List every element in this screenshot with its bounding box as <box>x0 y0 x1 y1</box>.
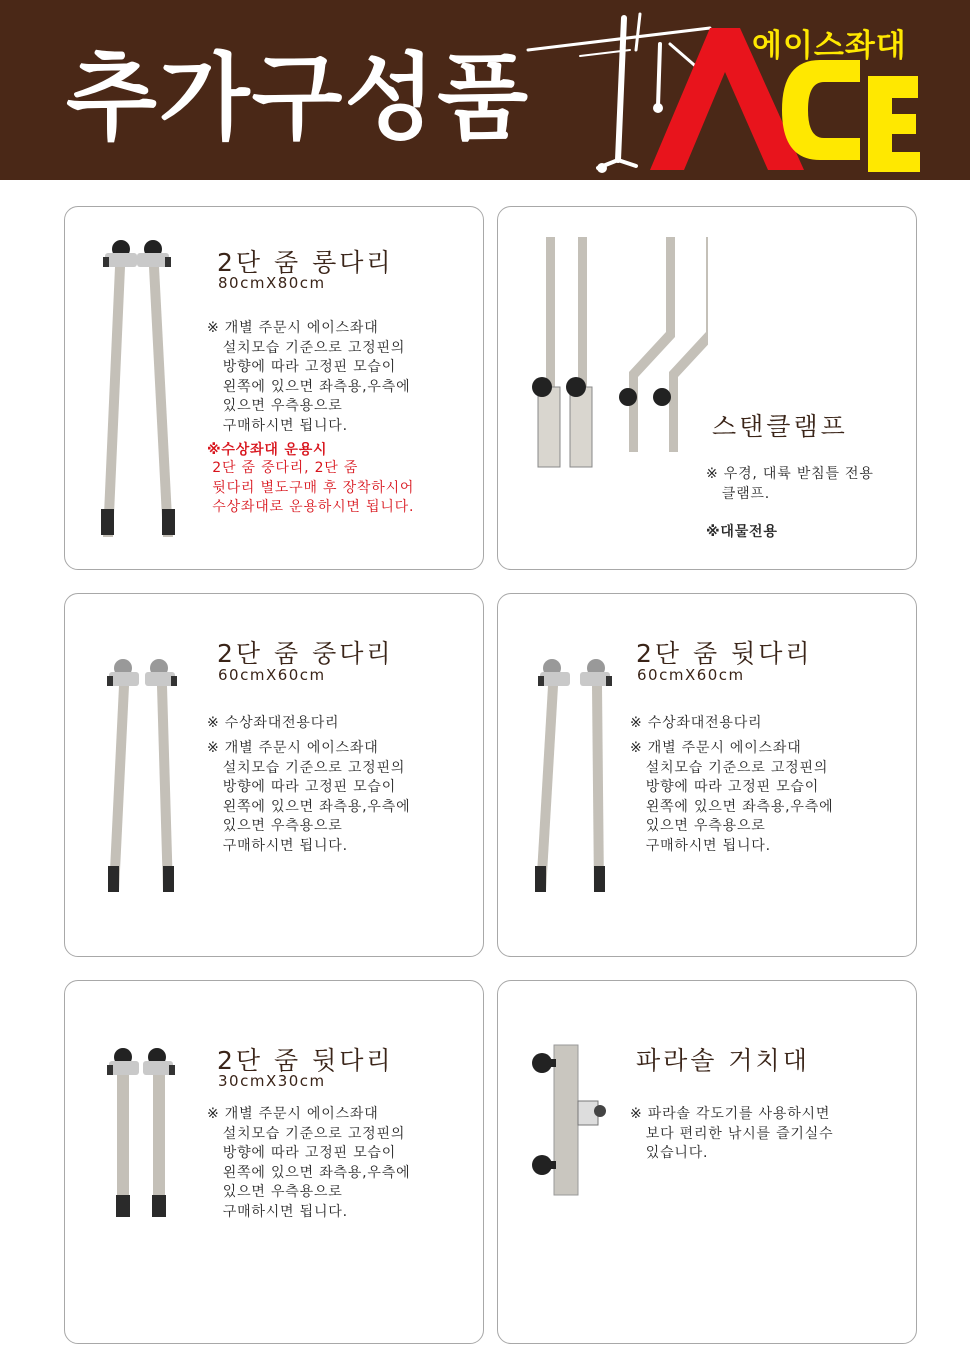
card-title: 2단 줌 중다리 <box>217 639 394 668</box>
middle-leg-image <box>101 656 191 896</box>
card-note: ※ 개별 주문시 에이스좌대 설치모습 기준으로 고정핀의 방향에 따라 고정핀 모습이 왼쪽에 있으면 좌측용,우측에 있으면 우측용으로 구매하시면 됩니다. <box>207 320 411 434</box>
card-size: 80cmX80cm <box>218 274 326 292</box>
card-size: 60cmX60cm <box>637 666 745 684</box>
card-title: 2단 줌 롱다리 <box>217 248 394 277</box>
page-header <box>0 0 970 180</box>
card-note: ※ 개별 주문시 에이스좌대 설치모습 기준으로 고정핀의 방향에 따라 고정핀 모습이 왼쪽에 있으면 좌측용,우측에 있으면 우측용으로 구매하시면 됩니다. <box>207 740 411 854</box>
card-bold-note: ※대물전용 <box>706 524 778 540</box>
card-note: ※ 개별 주문시 에이스좌대 설치모습 기준으로 고정핀의 방향에 따라 고정핀 모습이 왼쪽에 있으면 좌측용,우측에 있으면 우측용으로 구매하시면 됩니다. <box>630 740 834 854</box>
product-card-stan-clamp <box>497 206 917 570</box>
page-title: 추가구성품 <box>66 44 531 153</box>
leg-pair <box>101 240 175 537</box>
card-warning-heading: ※수상좌대 운용시 <box>207 442 328 458</box>
card-title: 2단 줌 뒷다리 <box>217 1046 394 1075</box>
card-title: 2단 줌 뒷다리 <box>636 639 813 668</box>
card-warning-body: 2단 줌 중다리, 2단 줌 뒷다리 별도구매 후 장착하시어 수상좌대로 운용하시면 됩니다. <box>212 460 415 515</box>
stan-clamp-image <box>528 237 708 477</box>
card-note: ※ 개별 주문시 에이스좌대 설치모습 기준으로 고정핀의 방향에 따라 고정핀 모습이 왼쪽에 있으면 좌측용,우측에 있으면 우측용으로 구매하시면 됩니다. <box>207 1106 411 1220</box>
card-title: 스탠클램프 <box>712 412 848 441</box>
short-leg-image <box>101 1045 191 1225</box>
product-card-middle-leg <box>64 593 484 957</box>
parasol-holder-image <box>528 1041 618 1201</box>
card-size: 60cmX60cm <box>218 666 326 684</box>
product-card-parasol-holder <box>497 980 917 1344</box>
product-card-back-leg-60 <box>497 593 917 957</box>
back-leg-image <box>534 656 624 896</box>
card-note: ※ 수상좌대전용다리 <box>207 715 340 731</box>
product-card-long-leg <box>64 206 484 570</box>
long-leg-image <box>99 237 189 547</box>
card-title: 파라솔 거치대 <box>636 1046 810 1075</box>
card-size: 30cmX30cm <box>218 1072 326 1090</box>
card-note: ※ 수상좌대전용다리 <box>630 715 763 731</box>
card-note: ※ 파라솔 각도기를 사용하시면 보다 편리한 낚시를 즐기실수 있습니다. <box>630 1106 834 1161</box>
brand-name: 에이스좌대 <box>752 28 907 64</box>
card-note: ※ 우경, 대륙 받침틀 전용 클램프. <box>706 466 874 502</box>
product-card-back-leg-30 <box>64 980 484 1344</box>
